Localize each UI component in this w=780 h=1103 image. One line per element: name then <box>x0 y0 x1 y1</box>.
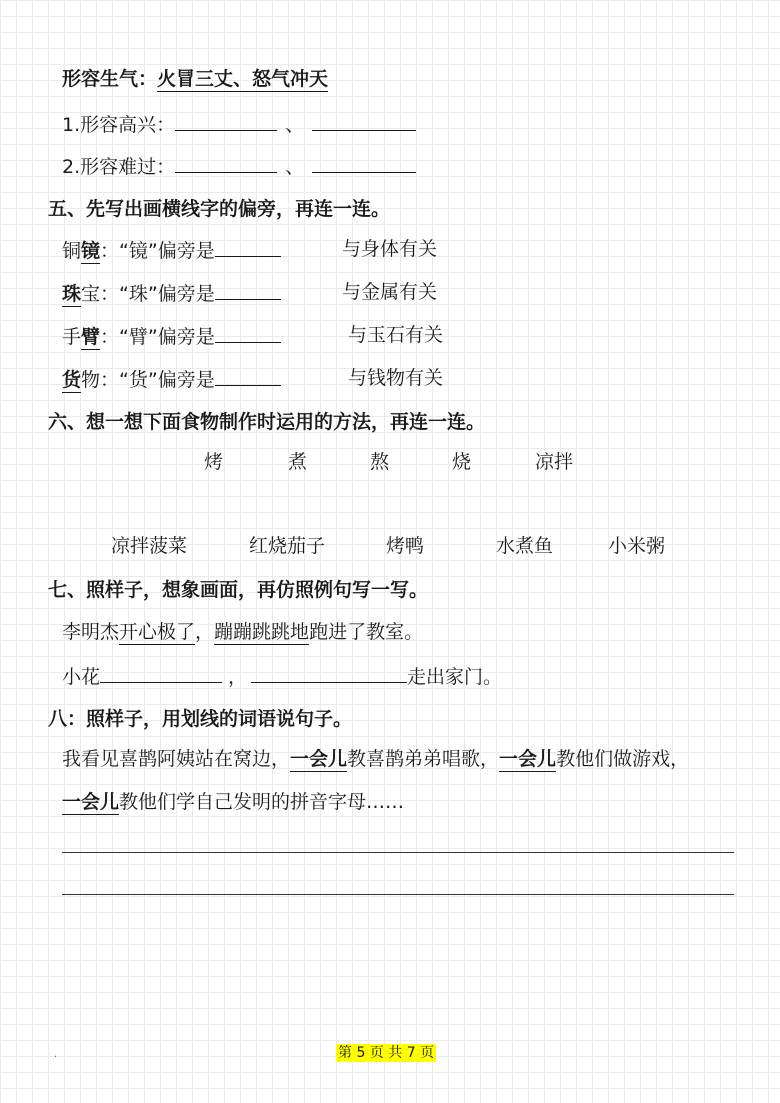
food-item[interactable]: 水煮鱼 <box>496 535 554 557</box>
section-5-title: 五、先写出画横线字的偏旁，再连一连。 <box>48 198 391 220</box>
section-8-title: 八：照样子，用划线的词语说句子。 <box>48 708 353 730</box>
answer-blank[interactable] <box>175 152 277 173</box>
radical-row-word: 宝 <box>81 283 101 305</box>
radical-row-target: 镜 <box>81 240 101 262</box>
section-7-title: 七、照样子，想象画面，再仿照例句写一写。 <box>48 579 429 601</box>
radical-row <box>62 279 281 307</box>
radical-row-prompt: ：“货”偏旁是 <box>100 369 215 391</box>
underlined-word: 一会儿 <box>62 791 120 813</box>
model-sentence-line-2 <box>62 789 404 815</box>
example-underlined-phrase: 开心极了 <box>119 621 196 643</box>
radical-category[interactable]: 与身体有关 <box>342 238 438 260</box>
question-happy <box>62 110 416 138</box>
radical-row-word: 手 <box>62 326 82 348</box>
answer-blank[interactable] <box>312 110 416 131</box>
example-line <box>62 66 328 92</box>
food-item[interactable]: 红烧茄子 <box>249 535 326 557</box>
cooking-method[interactable]: 煮 <box>288 451 308 473</box>
answer-blank[interactable] <box>312 152 416 173</box>
radical-blank[interactable] <box>215 322 281 343</box>
radical-row-target: 珠 <box>62 283 82 305</box>
food-item[interactable]: 凉拌菠菜 <box>111 535 188 557</box>
separator: 、 <box>285 156 305 178</box>
model-text: 教他们做游戏， <box>556 748 690 770</box>
imitation-sentence <box>62 662 502 690</box>
model-text: 教他们学自己发明的拼音字母…… <box>119 791 405 813</box>
radical-blank[interactable] <box>215 279 281 300</box>
radical-row-target: 货 <box>62 369 82 391</box>
separator: 、 <box>285 114 305 136</box>
cooking-method[interactable]: 烤 <box>204 451 224 473</box>
model-sentence-line-1 <box>62 746 689 772</box>
radical-row-prompt: ：“珠”偏旁是 <box>100 283 215 305</box>
radical-row <box>62 236 281 264</box>
radical-row-target: 臂 <box>81 326 101 348</box>
example-underlined-phrase: 蹦蹦跳跳地 <box>214 621 310 643</box>
answer-blank[interactable] <box>175 110 277 131</box>
food-item[interactable]: 烤鸭 <box>386 535 425 557</box>
radical-row-prompt: ：“镜”偏旁是 <box>100 240 215 262</box>
example-subject: 李明杰 <box>62 621 120 643</box>
example-answer: 火冒三丈、怒气冲天 <box>157 68 329 90</box>
radical-blank[interactable] <box>215 365 281 386</box>
underlined-word: 一会儿 <box>499 748 557 770</box>
question-happy-label: 1.形容高兴： <box>62 114 176 136</box>
sentence-subject: 小花 <box>62 666 101 688</box>
cooking-method[interactable]: 凉拌 <box>535 451 574 473</box>
question-sad-label: 2.形容难过： <box>62 156 176 178</box>
radical-row <box>62 322 281 350</box>
section-6-title: 六、想一想下面食物制作时运用的方法，再连一连。 <box>48 411 486 433</box>
radical-blank[interactable] <box>215 236 281 257</box>
radical-category[interactable]: 与金属有关 <box>342 281 438 303</box>
radical-row-word: 铜 <box>62 240 82 262</box>
sentence-blank[interactable] <box>100 662 222 683</box>
example-ending: 跑进了教室。 <box>309 621 424 643</box>
writing-line[interactable] <box>62 852 734 853</box>
page-number: 第 5 页 共 7 页 <box>338 1045 435 1061</box>
model-text: 我看见喜鹊阿姨站在窝边， <box>62 748 291 770</box>
food-item[interactable]: 小米粥 <box>608 535 666 557</box>
cooking-method[interactable]: 熬 <box>370 451 390 473</box>
writing-line[interactable] <box>62 894 734 895</box>
sentence-blank[interactable] <box>251 662 407 683</box>
example-label: 形容生气： <box>62 68 158 90</box>
radical-row-prompt: ：“臂”偏旁是 <box>100 326 215 348</box>
scan-dot: · <box>54 1052 58 1063</box>
radical-category[interactable]: 与玉石有关 <box>348 324 444 346</box>
radical-row <box>62 365 281 393</box>
underlined-word: 一会儿 <box>290 748 348 770</box>
model-text: 教喜鹊弟弟唱歌， <box>347 748 500 770</box>
sentence-ending: 走出家门。 <box>407 666 503 688</box>
radical-category[interactable]: 与钱物有关 <box>348 367 444 389</box>
example-comma: ， <box>195 621 215 643</box>
cooking-method[interactable]: 烧 <box>452 451 472 473</box>
sentence-comma: ， <box>228 666 248 688</box>
question-sad <box>62 152 416 180</box>
radical-row-word: 物 <box>81 369 101 391</box>
example-sentence <box>62 619 423 645</box>
